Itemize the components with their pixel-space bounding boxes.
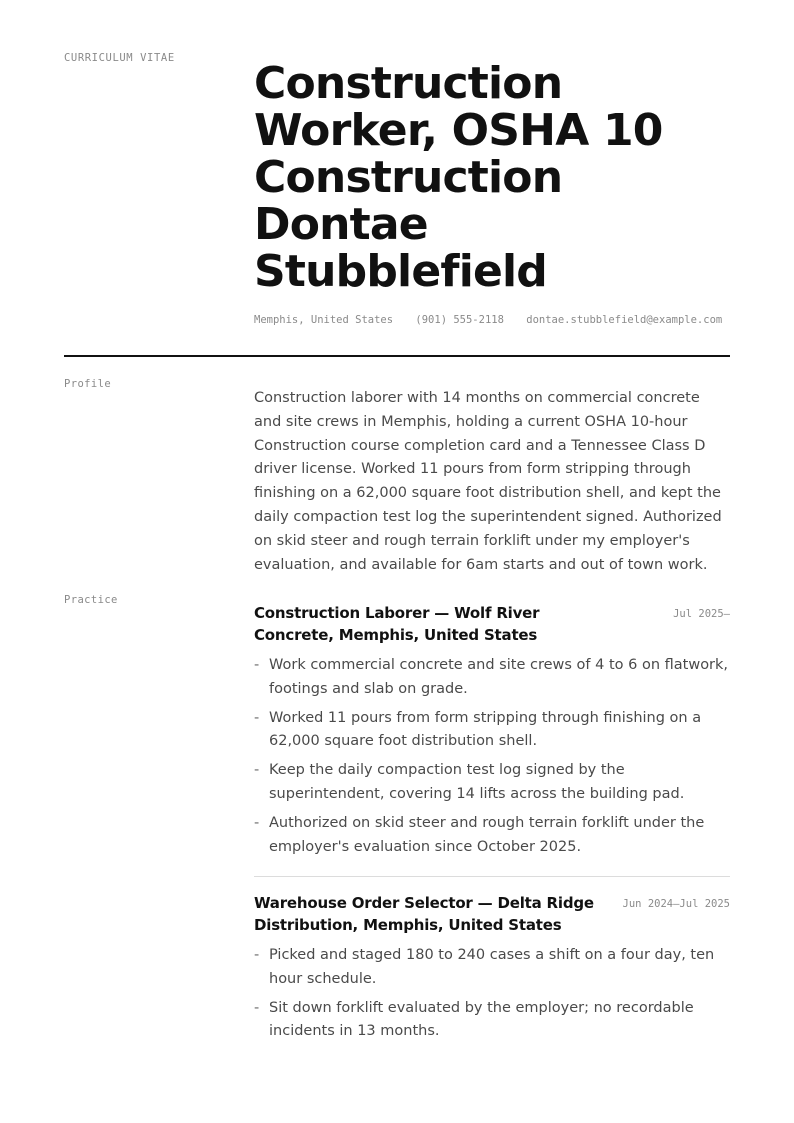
job-dates: Jul 2025—: [673, 608, 730, 620]
header-divider: [64, 355, 730, 357]
job-bullet-list: [254, 944, 730, 1044]
contact-location: Memphis, United States: [254, 314, 394, 326]
practice-section-label: Practice: [64, 594, 118, 606]
bullet-marker: -: [254, 762, 260, 779]
contact-phone: (901) 555-2118: [415, 314, 504, 326]
job-title: Construction Laborer — Wolf River Concrete, Memphis, United States: [254, 604, 540, 644]
job-bullet: [254, 812, 730, 860]
job-bullet: [254, 997, 730, 1045]
bullet-marker: -: [254, 657, 260, 673]
job-bullet-list: [254, 654, 730, 859]
contact-email: dontae.stubblefield@example.com: [526, 314, 723, 326]
job-bullet: [254, 944, 730, 992]
bullet-text: Worked 11 pours from form stripping through finishing on a 62,000 square foot distribution shell.: [269, 709, 702, 750]
job-title: Warehouse Order Selector — Delta Ridge Distribution, Memphis, United States: [254, 894, 594, 934]
bullet-text: Keep the daily compaction test log signed by the superintendent, covering 14 lifts across the building pad.: [269, 762, 685, 802]
bullet-marker: -: [254, 947, 260, 963]
bullet-text: Work commercial concrete and site crews of 4 to 6 on flatwork, footings and slab on grade.: [269, 657, 729, 697]
bullet-marker: -: [254, 814, 260, 831]
profile-section-label: Profile: [64, 378, 112, 390]
bullet-marker: -: [254, 709, 260, 726]
profile-summary: Construction laborer with 14 months on commercial concrete and site crews in Memphis, holding a current OSHA 10-hour Construction course completion card and a Tennessee Class D driver license. Worked 11 pours from form stripping through finishing on a 62,000 square foot distribution shell, and kept the daily compaction test log the superintendent signed. Authorized on skid steer and rough terrain forklift under my employer's evaluation, and available for 6am starts and out of town work.: [254, 390, 722, 573]
contact-line: [254, 314, 722, 326]
bullet-text: Picked and staged 180 to 240 cases a shift on a four day, ten hour schedule.: [269, 947, 715, 987]
bullet-text: Authorized on skid steer and rough terrain forklift under the employer's evaluation since October 2025.: [269, 814, 705, 855]
bullet-text: Sit down forklift evaluated by the employer; no recordable incidents in 13 months.: [269, 999, 694, 1040]
job-entry: [254, 602, 730, 864]
page-title: [254, 60, 734, 295]
title-line: Construction: [254, 58, 563, 109]
title-line: Construction: [254, 152, 563, 203]
job-header: [254, 892, 730, 936]
job-bullet: [254, 654, 730, 702]
title-line: Worker, OSHA 10: [254, 105, 663, 156]
bullet-marker: -: [254, 999, 260, 1016]
document-kicker: CURRICULUM VITAE: [64, 52, 175, 64]
job-dates: Jun 2024—Jul 2025: [622, 898, 730, 910]
title-line: Stubblefield: [254, 246, 548, 297]
job-bullet: [254, 759, 730, 807]
job-header: [254, 602, 730, 646]
job-divider: [254, 876, 730, 877]
title-line: Dontae: [254, 199, 428, 250]
job-entry: [254, 892, 730, 1049]
job-bullet: [254, 707, 730, 755]
